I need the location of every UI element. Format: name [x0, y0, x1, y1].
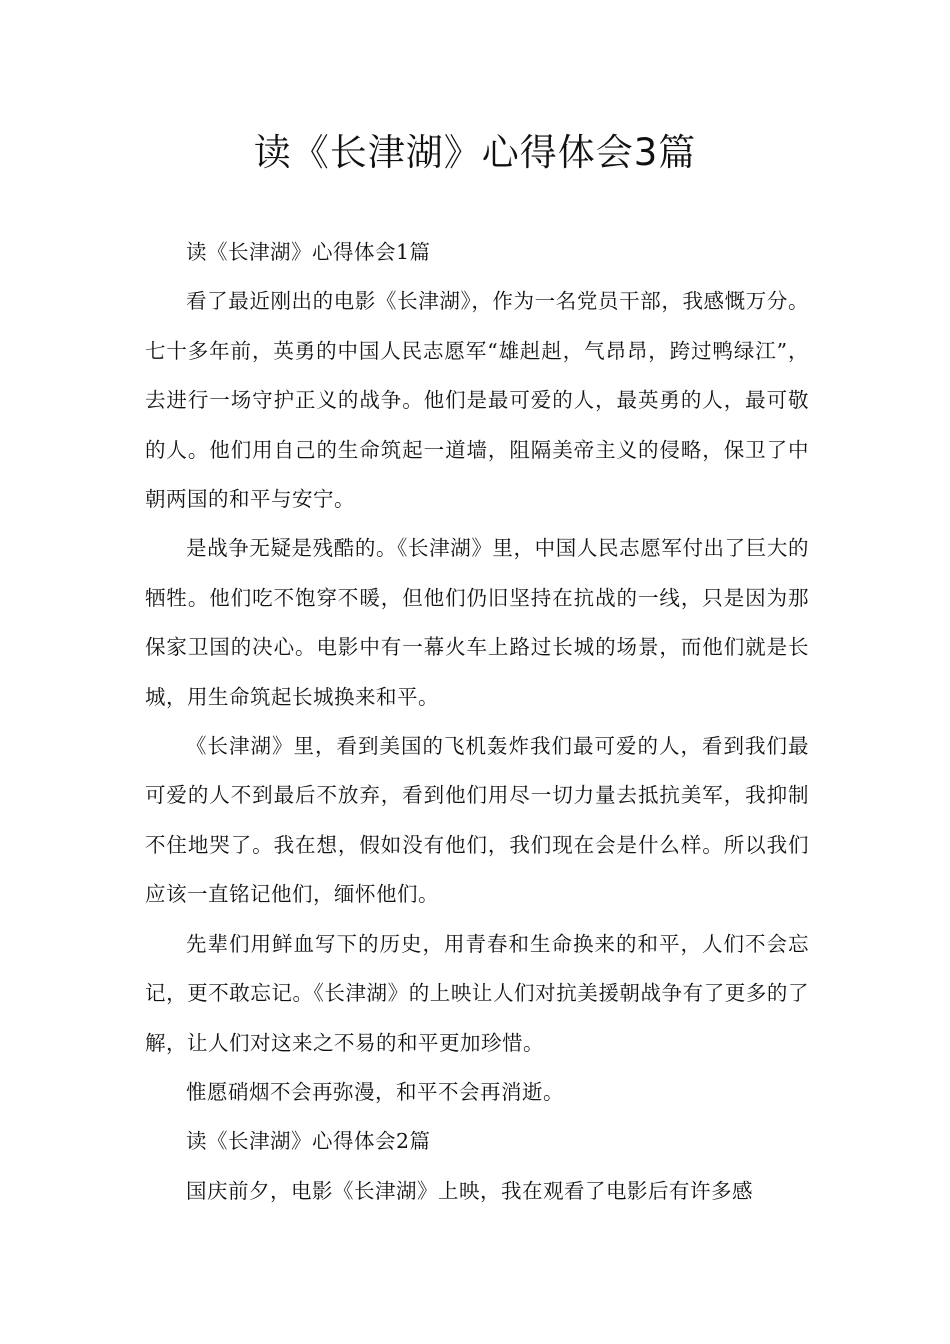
body-paragraph: 看了最近刚出的电影《长津湖》，作为一名党员干部，我感慨万分。七十多年前，英勇的中国人民志愿军“雄赳赳，气昂昂，跨过鸭绿江”，去进行一场守护正义的战争。他们是最可爱的人，最英勇的人，最可敬的人。他们用自己的生命筑起一道墙，阻隔美帝主义的侵略，保卫了中朝两国的和平与安宁。 — [145, 289, 809, 512]
body-paragraph: 《长津湖》里，看到美国的飞机轰炸我们最可爱的人，看到我们最可爱的人不到最后不放弃，看到他们用尽一切力量去抵抗美军，我抑制不住地哭了。我在想，假如没有他们，我们现在会是什么样。所以我们应该一直铭记他们，缅怀他们。 — [145, 734, 809, 907]
section-heading: 读《长津湖》心得体会2篇 — [186, 1129, 431, 1154]
body-paragraph: 惟愿硝烟不会再弥漫，和平不会再消逝。 — [186, 1079, 564, 1104]
document-title: 读《长津湖》心得体会3篇 — [253, 131, 697, 174]
body-paragraph: 是战争无疑是残酷的。《长津湖》里，中国人民志愿军付出了巨大的牺牲。他们吃不饱穿不暖，但他们仍旧坚持在抗战的一线，只是因为那保家卫国的决心。电影中有一幕火车上路过长城的场景，而他们就是长城，用生命筑起长城换来和平。 — [145, 536, 809, 709]
section-heading: 读《长津湖》心得体会1篇 — [186, 240, 431, 264]
body-paragraph: 国庆前夕，电影《长津湖》上映，我在观看了电影后有许多感 — [186, 1178, 753, 1203]
body-paragraph: 先辈们用鲜血写下的历史，用青春和生命换来的和平，人们不会忘记，更不敢忘记。《长津湖》的上映让人们对抗美援朝战争有了更多的了解，让人们对这来之不易的和平更加珍惜。 — [145, 931, 809, 1055]
document-body — [145, 228, 809, 1216]
